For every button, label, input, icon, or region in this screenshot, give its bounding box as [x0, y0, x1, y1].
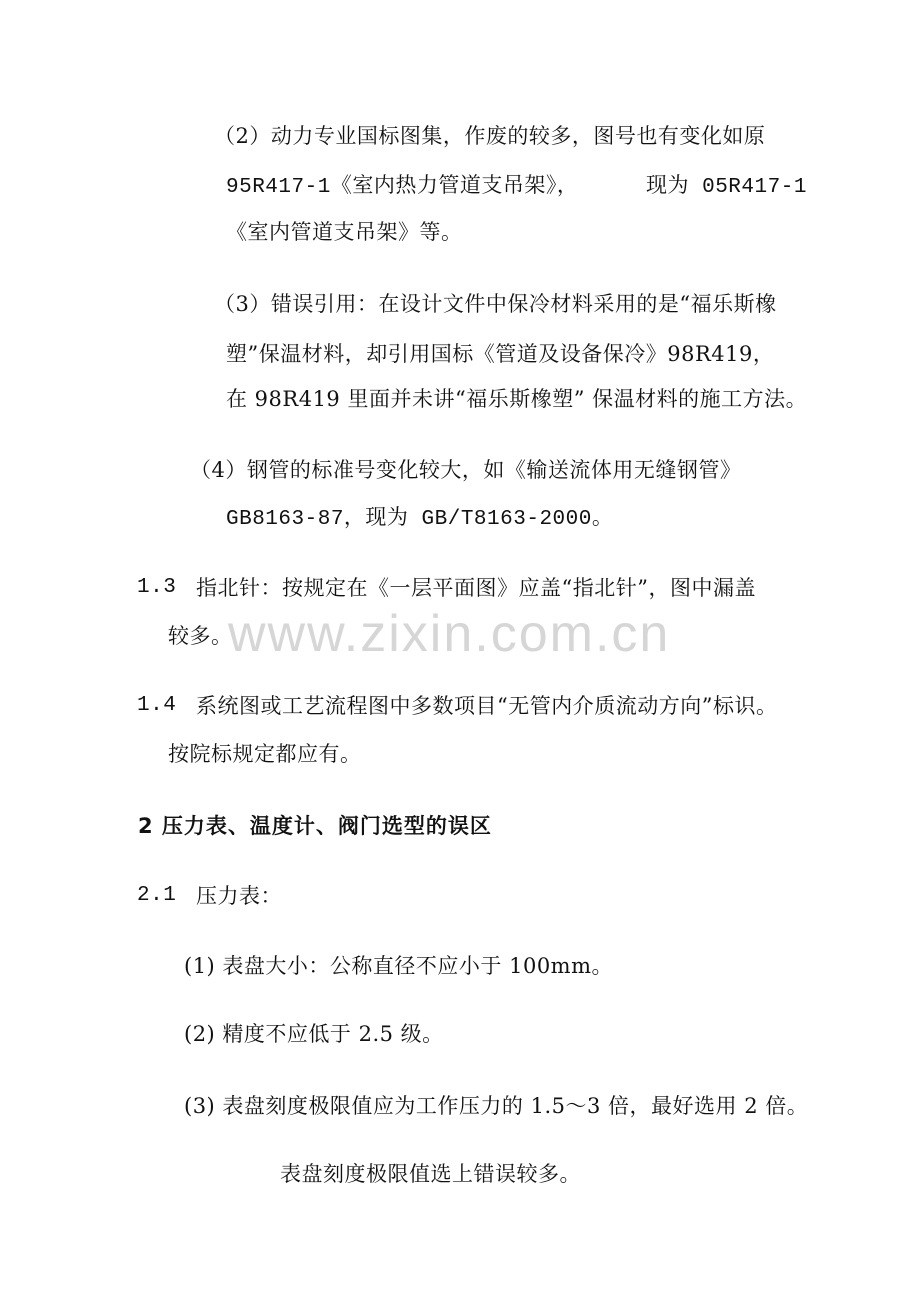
section-1-3-line-2: 较多。	[168, 624, 233, 648]
para-2-line-1: （2）动力专业国标图集，作废的较多，图号也有变化如原	[214, 124, 766, 148]
note-line: 表盘刻度极限值选上错误较多。	[280, 1162, 581, 1186]
list-item-2: (2) 精度不应低于 2.5 级。	[184, 1022, 444, 1046]
section-2-heading: 2 压力表、温度计、阀门选型的误区	[138, 814, 492, 838]
para-3-line-1: （3）错误引用：在设计文件中保冷材料采用的是“福乐斯橡	[214, 292, 777, 316]
section-1-3-line-1: 指北针：按规定在《一层平面图》应盖“指北针”，图中漏盖	[196, 576, 756, 600]
section-2-1-number: 2.1	[137, 884, 177, 907]
section-1-3-number: 1.3	[137, 576, 177, 599]
watermark: www.zixin.com.cn	[228, 605, 671, 663]
para-3-line-3: 在 98R419 里面并未讲“福乐斯橡塑” 保温材料的施工方法。	[226, 387, 808, 411]
section-1-4-line-1: 系统图或工艺流程图中多数项目“无管内介质流动方向”标识。	[196, 694, 778, 718]
list-item-1: (1) 表盘大小：公称直径不应小于 100mm。	[184, 954, 614, 978]
section-1-4-line-2: 按院标规定都应有。	[168, 742, 362, 766]
list-item-3: (3) 表盘刻度极限值应为工作压力的 1.5～3 倍，最好选用 2 倍。	[184, 1094, 809, 1118]
para-2-line-2a: 95R417-1《室内热力管道支吊架》，	[226, 176, 579, 199]
para-4-line-1: （4）钢管的标准号变化较大，如《输送流体用无缝钢管》	[190, 458, 742, 482]
section-2-1-title: 压力表：	[196, 884, 282, 908]
para-2-line-2b: 现为 05R417-1	[646, 176, 807, 199]
section-1-4-number: 1.4	[137, 694, 177, 717]
para-2-line-3: 《室内管道支吊架》等。	[226, 220, 463, 244]
para-3-line-2: 塑”保温材料，却引用国标《管道及设备保冷》98R419，	[226, 342, 775, 366]
para-4-line-2: GB8163-87，现为 GB/T8163-2000。	[226, 508, 614, 531]
